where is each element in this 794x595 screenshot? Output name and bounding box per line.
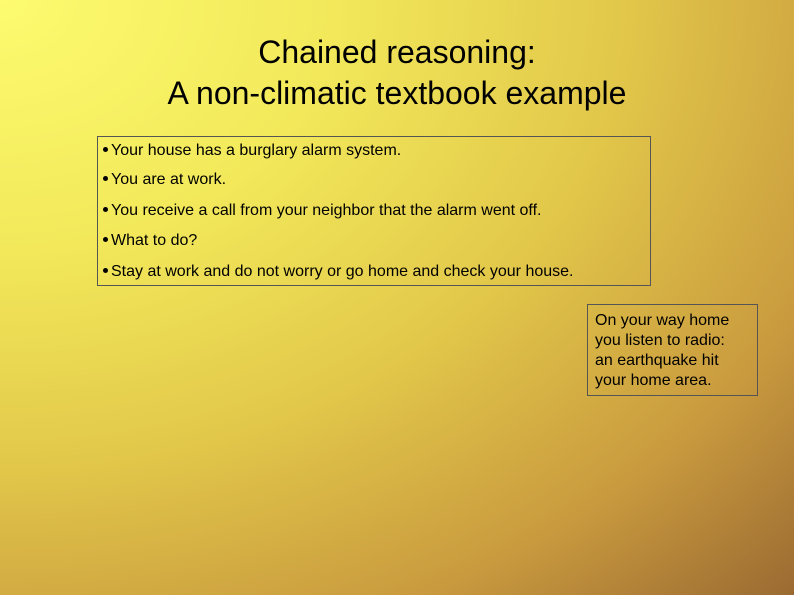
bullet-item <box>103 141 401 161</box>
bullet-text: Your house has a burglary alarm system. <box>111 142 402 159</box>
bullet-item <box>103 231 197 251</box>
note-line: an earthquake hit <box>595 352 719 369</box>
bullet-text: What to do? <box>111 232 198 249</box>
bullet-dot-icon <box>103 268 108 273</box>
bullet-text: You are at work. <box>111 171 227 188</box>
bullet-dot-icon <box>103 176 108 181</box>
bullet-list-box <box>97 136 651 286</box>
title-line-1: Chained reasoning: <box>258 34 536 70</box>
earthquake-note-box <box>587 304 758 396</box>
bullet-dot-icon <box>103 207 108 212</box>
note-line: On your way home <box>595 312 730 329</box>
slide-title <box>0 32 794 114</box>
bullet-text: Stay at work and do not worry or go home and check your house. <box>111 263 574 280</box>
title-line-2: A non-climatic textbook example <box>167 75 627 111</box>
note-line: you listen to radio: <box>595 332 725 349</box>
bullet-text: You receive a call from your neighbor that the alarm went off. <box>111 202 542 219</box>
note-line: your home area. <box>595 372 712 389</box>
bullet-item <box>103 262 573 282</box>
bullet-dot-icon <box>103 147 108 152</box>
bullet-item <box>103 201 541 221</box>
bullet-item <box>103 170 226 190</box>
bullet-dot-icon <box>103 237 108 242</box>
